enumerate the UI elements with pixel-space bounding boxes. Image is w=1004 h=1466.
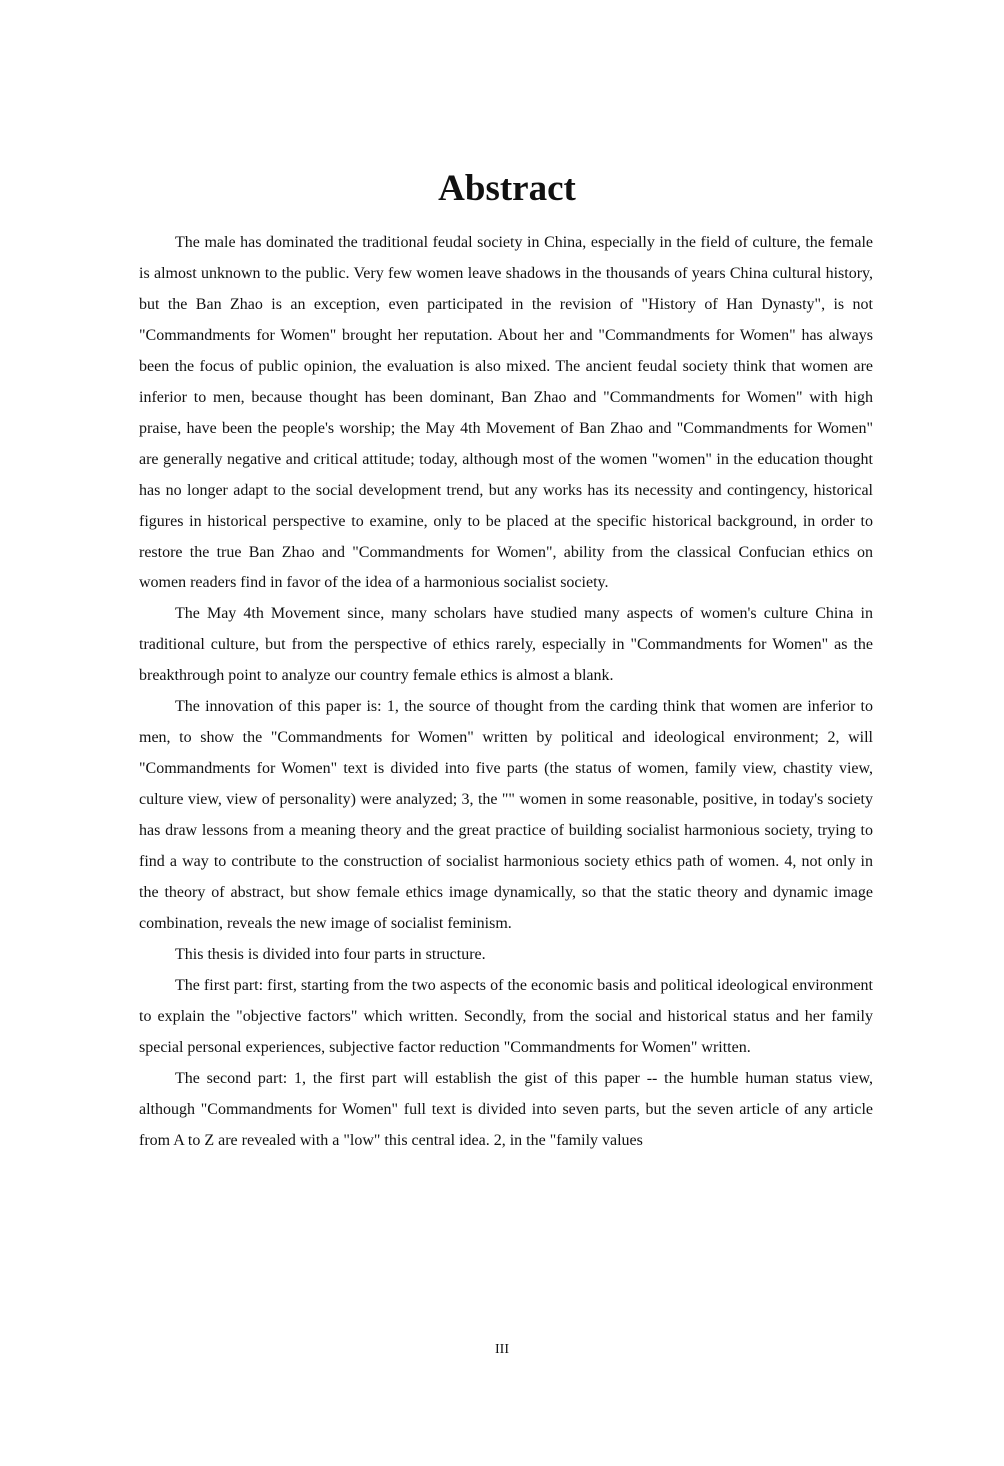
abstract-paragraph-5: The first part: first, starting from the two aspects of the economic basis and political ideological environment to explain the "objective factors" which written. Secondly, from the social and historical status and her family special personal experiences, subjective factor reduction "Commandments for Women" written. — [139, 976, 873, 1056]
page-number: III — [495, 1342, 509, 1357]
abstract-paragraph-2: The May 4th Movement since, many scholars have studied many aspects of women's culture China in traditional culture, but from the perspective of ethics rarely, especially in "Commandments for Women" as the breakthrough point to analyze our country female ethics is almost a blank. — [139, 605, 873, 685]
abstract-paragraph-4: This thesis is divided into four parts in structure. — [175, 945, 486, 963]
abstract-body — [139, 228, 873, 1157]
abstract-paragraph-1: The male has dominated the traditional feudal society in China, especially in the field of culture, the female is almost unknown to the public. Very few women leave shadows in the thousands of years China cultural history, but the Ban Zhao is an exception, even participated in the revision of "History of Han Dynasty", is not "Commandments for Women" brought her reputation. About her and "Commandments for Women" has always been the focus of public opinion, the evaluation is also mixed. The ancient feudal society think that women are inferior to men, because thought has been dominant, Ban Zhao and "Commandments for Women" with high praise, have been the people's worship; the May 4th Movement of Ban Zhao and "Commandments for Women" are generally negative and critical attitude; today, although most of the women "women" in the education thought has no longer adapt to the social development trend, but any works has its necessity and contingency, historical figures in historical perspective to examine, only to be placed at the specific historical background, in order to restore the true Ban Zhao and "Commandments for Women", ability from the classical Confucian ethics on women readers find in favor of the idea of a harmonious socialist society. — [139, 234, 873, 592]
abstract-paragraph-6: The second part: 1, the first part will establish the gist of this paper -- the humble human status view, although "Commandments for Women" full text is divided into seven parts, but the seven article of any article from A to Z are revealed with a "low" this central idea. 2, in the "family values — [139, 1069, 873, 1149]
page-title: Abstract — [438, 168, 576, 209]
abstract-paragraph-3: The innovation of this paper is: 1, the source of thought from the carding think that women are inferior to men, to show the "Commandments for Women" written by political and ideological environment; 2, will "Commandments for Women" text is divided into five parts (the status of women, family view, chastity view, culture view, view of personality) were analyzed; 3, the "" women in some reasonable, positive, in today's society has draw lessons from a meaning theory and the great practice of building socialist harmonious society, trying to find a way to contribute to the construction of socialist harmonious society ethics path of women. 4, not only in the theory of abstract, but show female ethics image dynamically, so that the static theory and dynamic image combination, reveals the new image of socialist feminism. — [139, 698, 873, 932]
